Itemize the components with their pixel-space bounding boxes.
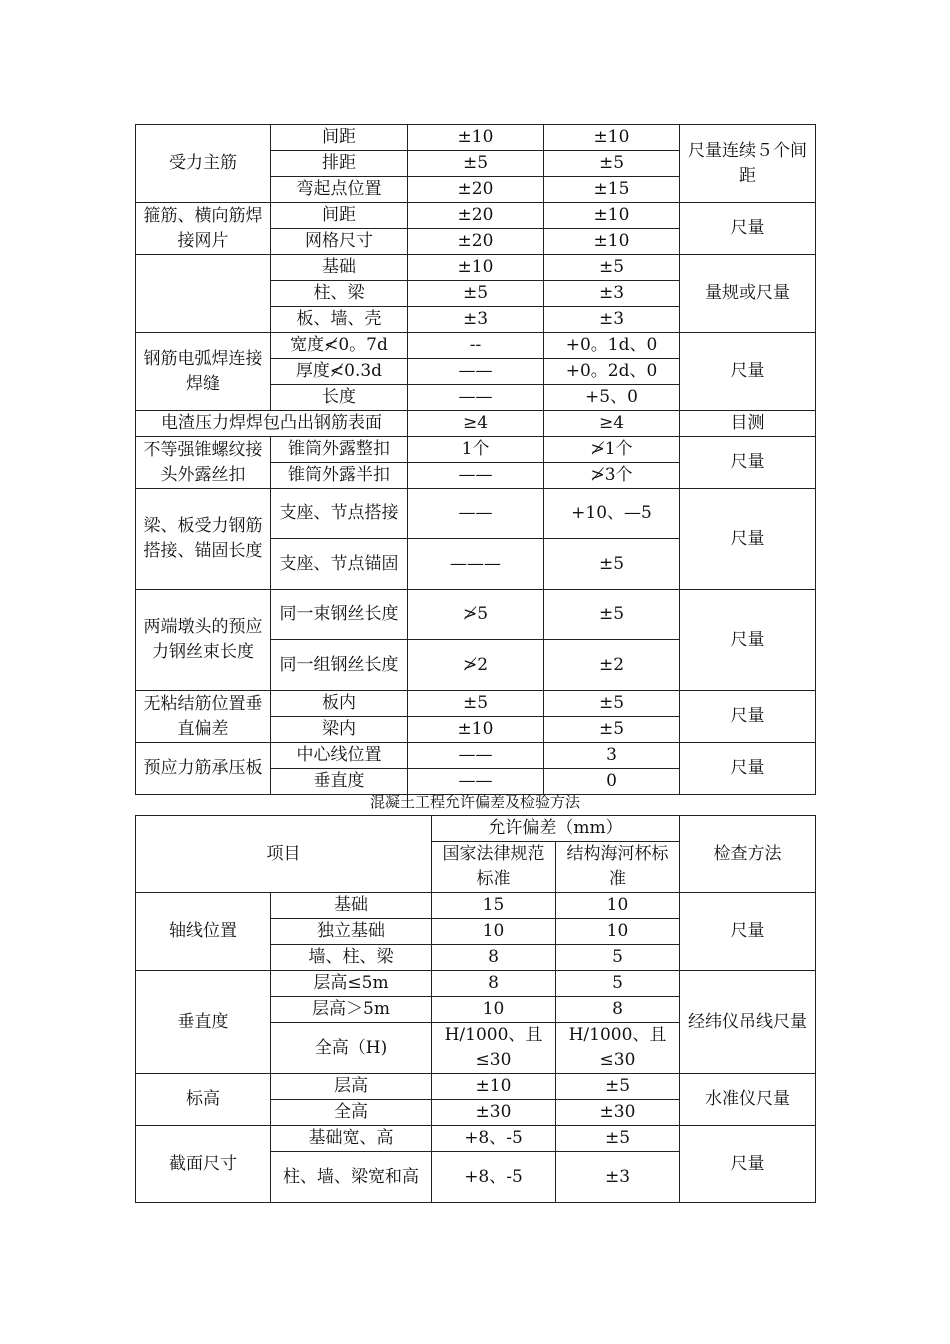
table-cell: 板内 [271, 691, 408, 717]
table-cell: 尺量 [680, 590, 816, 691]
header-method: 检查方法 [680, 816, 816, 893]
table-cell: 厚度≮0.3d [271, 359, 408, 385]
table-cell: 两端墩头的预应力钢丝束长度 [136, 590, 271, 691]
table-cell: ≯1个 [544, 437, 680, 463]
table-cell: 经纬仪吊线尺量 [680, 971, 816, 1074]
table-cell: 墙、柱、梁 [271, 945, 432, 971]
table-cell: 尺量 [680, 1126, 816, 1203]
table-cell: 同一束钢丝长度 [271, 590, 408, 640]
table-row [136, 203, 816, 229]
table-cell: 截面尺寸 [136, 1126, 271, 1203]
table-cell: ±5 [556, 1126, 680, 1152]
table-cell: ±3 [556, 1152, 680, 1203]
table-cell: ±20 [408, 203, 544, 229]
table-cell: —— [408, 385, 544, 411]
table-cell: 支座、节点搭接 [271, 489, 408, 539]
table-cell: 尺量 [680, 743, 816, 795]
header-row [136, 816, 816, 842]
table-cell: H/1000、且≤30 [556, 1023, 680, 1074]
table-cell: 尺量 [680, 437, 816, 489]
table-cell: ±3 [544, 281, 680, 307]
table-cell: 8 [432, 945, 556, 971]
table-cell: 全高（H) [271, 1023, 432, 1074]
table-cell: 锥筒外露整扣 [271, 437, 408, 463]
table-cell: +5、0 [544, 385, 680, 411]
table-cell: ——— [408, 539, 544, 590]
table-cell: 10 [432, 997, 556, 1023]
table-cell: ±5 [408, 691, 544, 717]
table-cell: ±5 [408, 151, 544, 177]
table-cell: 弯起点位置 [271, 177, 408, 203]
table-cell [136, 255, 271, 333]
table-cell: 板、墙、壳 [271, 307, 408, 333]
table-cell: ±5 [556, 1074, 680, 1100]
table-cell: ±15 [544, 177, 680, 203]
table-cell: ±5 [544, 691, 680, 717]
table-cell: +8、-5 [432, 1126, 556, 1152]
rebar-tolerance-table [135, 124, 816, 795]
table-cell: 轴线位置 [136, 893, 271, 971]
table-cell: 10 [432, 919, 556, 945]
table-cell: 长度 [271, 385, 408, 411]
table-cell: ±10 [408, 717, 544, 743]
table-cell: 15 [432, 893, 556, 919]
table-cell: 排距 [271, 151, 408, 177]
table-cell: +8、-5 [432, 1152, 556, 1203]
table-cell: ±5 [544, 151, 680, 177]
table-cell: 不等强锥螺纹接头外露丝扣 [136, 437, 271, 489]
table-row [136, 743, 816, 769]
table-cell: ±5 [408, 281, 544, 307]
table-cell: 目测 [680, 411, 816, 437]
table-cell: ±10 [432, 1074, 556, 1100]
table-cell: 5 [556, 945, 680, 971]
header-national-standard: 国家法律规范标准 [432, 842, 556, 893]
header-company-standard: 结构海河杯标准 [556, 842, 680, 893]
table-row [136, 691, 816, 717]
table-cell: 量规或尺量 [680, 255, 816, 333]
table-cell: +0。2d、0 [544, 359, 680, 385]
table-cell: ≯3个 [544, 463, 680, 489]
table-cell: 层高 [271, 1074, 432, 1100]
table-cell: 间距 [271, 203, 408, 229]
table-cell: 垂直度 [136, 971, 271, 1074]
table-cell: 层高≤5m [271, 971, 432, 997]
table-cell: 10 [556, 919, 680, 945]
table-cell: —— [408, 743, 544, 769]
table-cell: ±10 [544, 125, 680, 151]
table-cell: ±30 [432, 1100, 556, 1126]
table-cell: 间距 [271, 125, 408, 151]
table-cell: 基础 [271, 255, 408, 281]
table-cell: 层高＞5m [271, 997, 432, 1023]
table-row [136, 1074, 816, 1100]
table-cell: +10、—5 [544, 489, 680, 539]
table-row [136, 125, 816, 151]
table-cell: 箍筋、横向筋焊接网片 [136, 203, 271, 255]
table-cell: 钢筋电弧焊连接焊缝 [136, 333, 271, 411]
table-cell: 基础 [271, 893, 432, 919]
table-cell: +0。1d、0 [544, 333, 680, 359]
table-cell: -- [408, 333, 544, 359]
table-cell: 预应力筋承压板 [136, 743, 271, 795]
table-cell: ±10 [544, 229, 680, 255]
table-cell: ±5 [544, 255, 680, 281]
table-row [136, 333, 816, 359]
table-cell: 水准仪尺量 [680, 1074, 816, 1126]
table-cell: ±20 [408, 177, 544, 203]
table-cell: ±10 [408, 125, 544, 151]
table-cell: ≯2 [408, 640, 544, 691]
table-cell: 宽度≮0。7d [271, 333, 408, 359]
table-cell: 尺量 [680, 489, 816, 590]
table-cell: —— [408, 359, 544, 385]
table-cell: 1个 [408, 437, 544, 463]
table-cell: 尺量连续５个间距 [680, 125, 816, 203]
table-cell: ≥4 [544, 411, 680, 437]
table-row [136, 893, 816, 919]
table-cell: 尺量 [680, 203, 816, 255]
table-cell: 同一组钢丝长度 [271, 640, 408, 691]
table-cell: 尺量 [680, 691, 816, 743]
header-allowed-deviation: 允许偏差（mm） [432, 816, 680, 842]
table-cell: 10 [556, 893, 680, 919]
table-cell: 8 [556, 997, 680, 1023]
table-cell: 0 [544, 769, 680, 795]
table-cell: 尺量 [680, 333, 816, 411]
table-cell: 支座、节点锚固 [271, 539, 408, 590]
table-cell: 3 [544, 743, 680, 769]
table-cell: 受力主筋 [136, 125, 271, 203]
concrete-tolerance-table [135, 815, 816, 1203]
table-cell: 独立基础 [271, 919, 432, 945]
table-cell: 锥筒外露半扣 [271, 463, 408, 489]
table-cell: 全高 [271, 1100, 432, 1126]
table-cell: 梁内 [271, 717, 408, 743]
table-cell: ±30 [556, 1100, 680, 1126]
table-row [136, 255, 816, 281]
table-cell: H/1000、且≤30 [432, 1023, 556, 1074]
table-cell: ±20 [408, 229, 544, 255]
table-cell: 8 [432, 971, 556, 997]
table-cell: 柱、墙、梁宽和高 [271, 1152, 432, 1203]
table-cell: 梁、板受力钢筋搭接、锚固长度 [136, 489, 271, 590]
table-cell: —— [408, 463, 544, 489]
table-cell: ±2 [544, 640, 680, 691]
table-caption: 混凝土工程允许偏差及检验方法 [369, 793, 580, 811]
table-cell: 无粘结筋位置垂直偏差 [136, 691, 271, 743]
table-cell: ±5 [544, 590, 680, 640]
table-cell: ≯5 [408, 590, 544, 640]
table-row [136, 489, 816, 539]
table-cell: ≥4 [408, 411, 544, 437]
table-row [136, 1126, 816, 1152]
header-item: 项目 [136, 816, 432, 893]
table-cell: ±5 [544, 717, 680, 743]
table-cell: —— [408, 489, 544, 539]
table-cell: 尺量 [680, 893, 816, 971]
table-row [136, 590, 816, 640]
table-row [136, 411, 816, 437]
table-cell: ±5 [544, 539, 680, 590]
table-cell: 垂直度 [271, 769, 408, 795]
table-cell: 中心线位置 [271, 743, 408, 769]
table-cell: 电渣压力焊焊包凸出钢筋表面 [136, 411, 408, 437]
table-cell: ±10 [408, 255, 544, 281]
table-cell: ±3 [544, 307, 680, 333]
table-cell: —— [408, 769, 544, 795]
table-cell: ±3 [408, 307, 544, 333]
table-cell: 基础宽、高 [271, 1126, 432, 1152]
table-cell: 5 [556, 971, 680, 997]
table-row [136, 437, 816, 463]
table-row [136, 971, 816, 997]
table-cell: ±10 [544, 203, 680, 229]
table-cell: 标高 [136, 1074, 271, 1126]
table-cell: 柱、梁 [271, 281, 408, 307]
table-cell: 网格尺寸 [271, 229, 408, 255]
